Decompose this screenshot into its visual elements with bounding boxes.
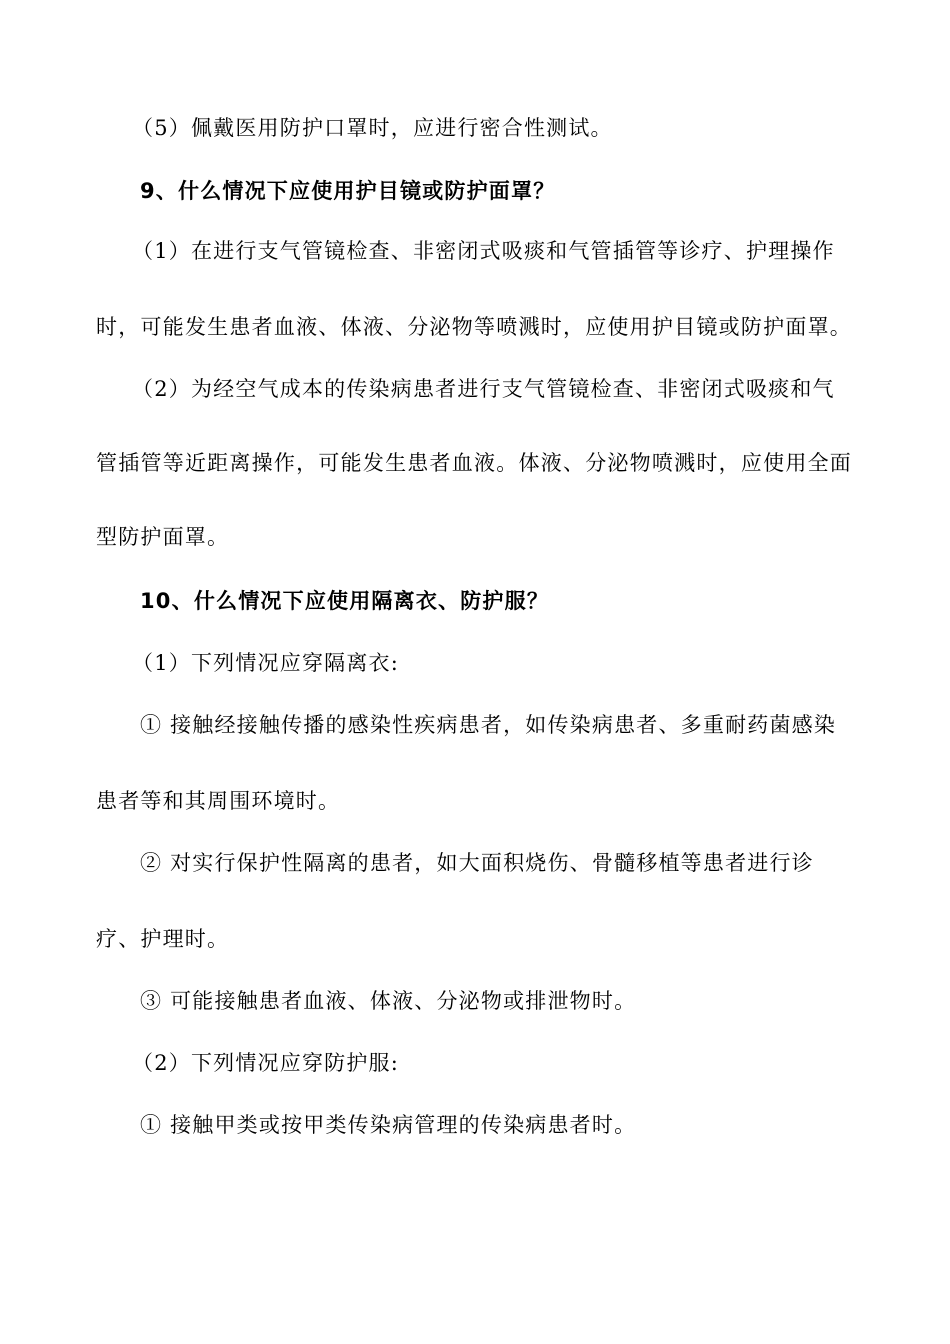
q9-item2-line2: 管插管等近距离操作，可能发生患者血液。体液、分泌物喷溅时，应使用全面 xyxy=(96,451,852,475)
q10-sub2-heading: （2）下列情况应穿防护服: xyxy=(132,1051,400,1075)
q10-sub1-heading: （1）下列情况应穿隔离衣: xyxy=(132,651,400,675)
question-10-heading: 10、什么情况下应使用隔离衣、防护服？ xyxy=(140,589,550,613)
q9-item2-line1: （2）为经空气成本的传染病患者进行支气管镜检查、非密闭式吸痰和气 xyxy=(132,377,835,401)
question-9-heading: 9、什么情况下应使用护目镜或防护面罩？ xyxy=(140,179,556,203)
q9-item2-line3: 型防护面罩。 xyxy=(96,525,230,549)
q9-item1-line2: 时，可能发生患者血液、体液、分泌物等喷溅时，应使用护目镜或防护面罩。 xyxy=(96,315,852,339)
q10-sub1-b-line2: 疗、护理时。 xyxy=(96,927,230,951)
mask-fit-test-item: （5）佩戴医用防护口罩时，应进行密合性测试。 xyxy=(132,116,613,140)
q10-sub1-c: ③ 可能接触患者血液、体液、分泌物或排泄物时。 xyxy=(140,989,637,1013)
q10-sub1-b-line1: ② 对实行保护性隔离的患者，如大面积烧伤、骨髓移植等患者进行诊 xyxy=(140,851,814,875)
q9-item1-line1: （1）在进行支气管镜检查、非密闭式吸痰和气管插管等诊疗、护理操作 xyxy=(132,239,835,263)
q10-sub2-a: ① 接触甲类或按甲类传染病管理的传染病患者时。 xyxy=(140,1113,637,1137)
q10-sub1-a-line1: ① 接触经接触传播的感染性疾病患者，如传染病患者、多重耐药菌感染 xyxy=(140,713,837,737)
q10-sub1-a-line2: 患者等和其周围环境时。 xyxy=(96,789,341,813)
